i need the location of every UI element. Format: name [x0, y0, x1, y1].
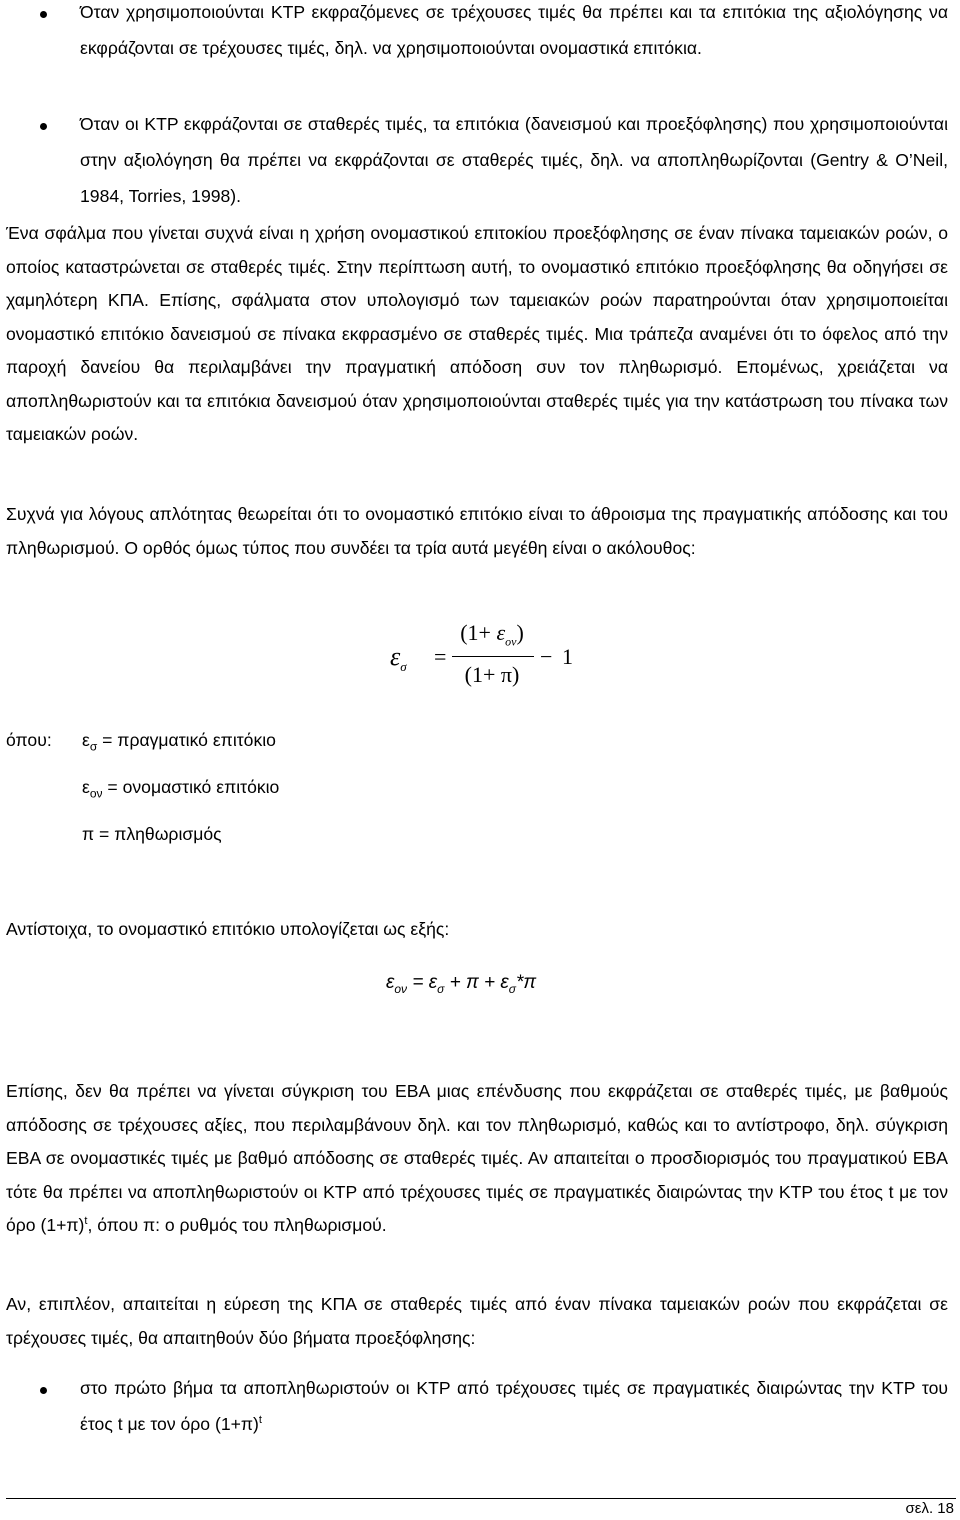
definitions-label: όπου:: [6, 730, 52, 750]
bullet-text: Όταν χρησιμοποιούνται ΚΤΡ εκφραζόμενες σε τρέχουσες τιμές θα πρέπει και τα επιτόκια της αξιολόγησης να εκφράζονται σε τρέχουσες τιμές, δηλ. να χρησιμοποιούνται ονομαστικά επιτόκια.: [80, 2, 948, 58]
bullet-text: Όταν οι ΚΤΡ εκφράζονται σε σταθερές τιμές, τα επιτόκια (δανεισμού και προεξόφλησης) που χρησιμοποιούνται στην αξιολόγηση θα πρέπει να εκφράζονται σε σταθερές τιμές, δηλ. να αποπληθωρίζονται (Gentry & O’Neil, 1984, Torries, 1998).: [80, 114, 948, 206]
formula-lhs: $\varepsilon_\sigma$: [390, 642, 407, 675]
formula-denominator: (1+ π): [464, 662, 520, 687]
definition-inflation: π = πληθωρισμός: [82, 824, 222, 844]
paragraph: Ένα σφάλμα που γίνεται συχνά είναι η χρήση ονομαστικού επιτοκίου προεξόφλησης σε έναν πίνακα ταμειακών ροών, ο οποίος καταστρώνεται σε σταθερές τιμές. Στην περίπτωση αυτή, το ονομαστικό επιτόκιο προεξόφλησης θα οδηγήσει σε χαμηλότερη ΚΠΑ. Επίσης, σφάλματα στον υπολογισμό των ταμειακών ροών παρατηρούνται όταν χρησιμοποιείται ονομαστικό επιτόκιο δανεισμού σε πίνακα εκφρασμένο σε σταθερές τιμές. Μια τράπεζα αναμένει ότι το όφελος από την παροχή δανείου θα περιλαμβάνει την πραγματική απόδοση συν τον πληθωρισμό. Επομένως, χρειάζεται να αποπληθωριστούν και τα επιτόκια δανεισμού όταν χρησιμοποιούνται σταθερές τιμές για την κατάστρωση του πίνακα των ταμειακών ροών.: [6, 223, 948, 444]
fraction-bar: [452, 656, 534, 657]
bullet-icon: [40, 11, 47, 18]
bullet-icon: [40, 1387, 47, 1394]
page-number: σελ. 18: [905, 1500, 954, 1517]
bullet-icon: [40, 123, 47, 130]
paragraph: Αν, επιπλέον, απαιτείται η εύρεση της ΚΠΑ σε σταθερές τιμές από έναν πίνακα ταμειακών ροών που εκφράζεται σε τρέχουσες τιμές, θα απαιτηθούν δύο βήματα προεξόφλησης:: [6, 1294, 948, 1348]
formula-numerator: $(1+ \varepsilon_{o\nu})$: [460, 620, 524, 649]
paragraph: Συχνά για λόγους απλότητας θεωρείται ότι το ονομαστικό επιτόκιο είναι το άθροισμα της πραγματικής απόδοσης και του πληθωρισμού. Ο ορθός όμως τύπος που συνδέει τα τρία αυτά μεγέθη είναι ο ακόλουθος:: [6, 504, 948, 558]
definition-nominal-rate: $\varepsilon_{o\nu} = o\nu o\mu\alpha\sigma\tau\iota\kappa ό$ επιτόκιο: [82, 777, 280, 801]
bullet-text: στο πρώτο βήμα τα αποπληθωριστούν οι ΚΤΡ από τρέχουσες τιμές σε πραγματικές διαιρώντας την ΚΤΡ του έτος t με τον όρο $(1+\pi)^t$: [80, 1378, 948, 1434]
paragraph: Αντίστοιχα, το ονομαστικό επιτόκιο υπολογίζεται ως εξής:: [6, 919, 450, 939]
real-rate-formula: [390, 620, 590, 700]
footer-divider: [6, 1498, 956, 1499]
definition-real-rate: $\varepsilon_\sigma = \pi\rho\alpha\gamma\mu\alpha\tau\iota\kappa ό$ επιτόκιο: [82, 730, 276, 754]
formula-equals: =: [434, 644, 447, 669]
formula-one: 1: [562, 644, 573, 669]
formula-minus: −: [540, 644, 553, 669]
paragraph: Επίσης, δεν θα πρέπει να γίνεται σύγκριση του ΕΒΑ μιας επένδυσης που εκφράζεται σε σταθερές τιμές, με βαθμούς απόδοσης σε τρέχουσες αξίες, που περιλαμβάνουν δηλ. και τον πληθωρισμό, καθώς και το αντίστροφο, δηλ. σύγκριση ΕΒΑ σε ονομαστικές τιμές με βαθμό απόδοσης σε σταθερές τιμές. Αν απαιτείται ο προσδιορισμός του πραγματικού ΕΒΑ τότε θα πρέπει να αποπληθωριστούν οι ΚΤΡ από τρέχουσες τιμές σε πραγματικές διαιρώντας την ΚΤΡ του έτος t με τον όρο $(1+\pi)^t$, όπου π: ο ρυθμός του πληθωρισμού.: [6, 1081, 948, 1235]
nominal-rate-formula: $\varepsilon_{o\nu} = \varepsilon_\sigma + \pi + \varepsilon_\sigma*\pi$: [386, 972, 537, 996]
